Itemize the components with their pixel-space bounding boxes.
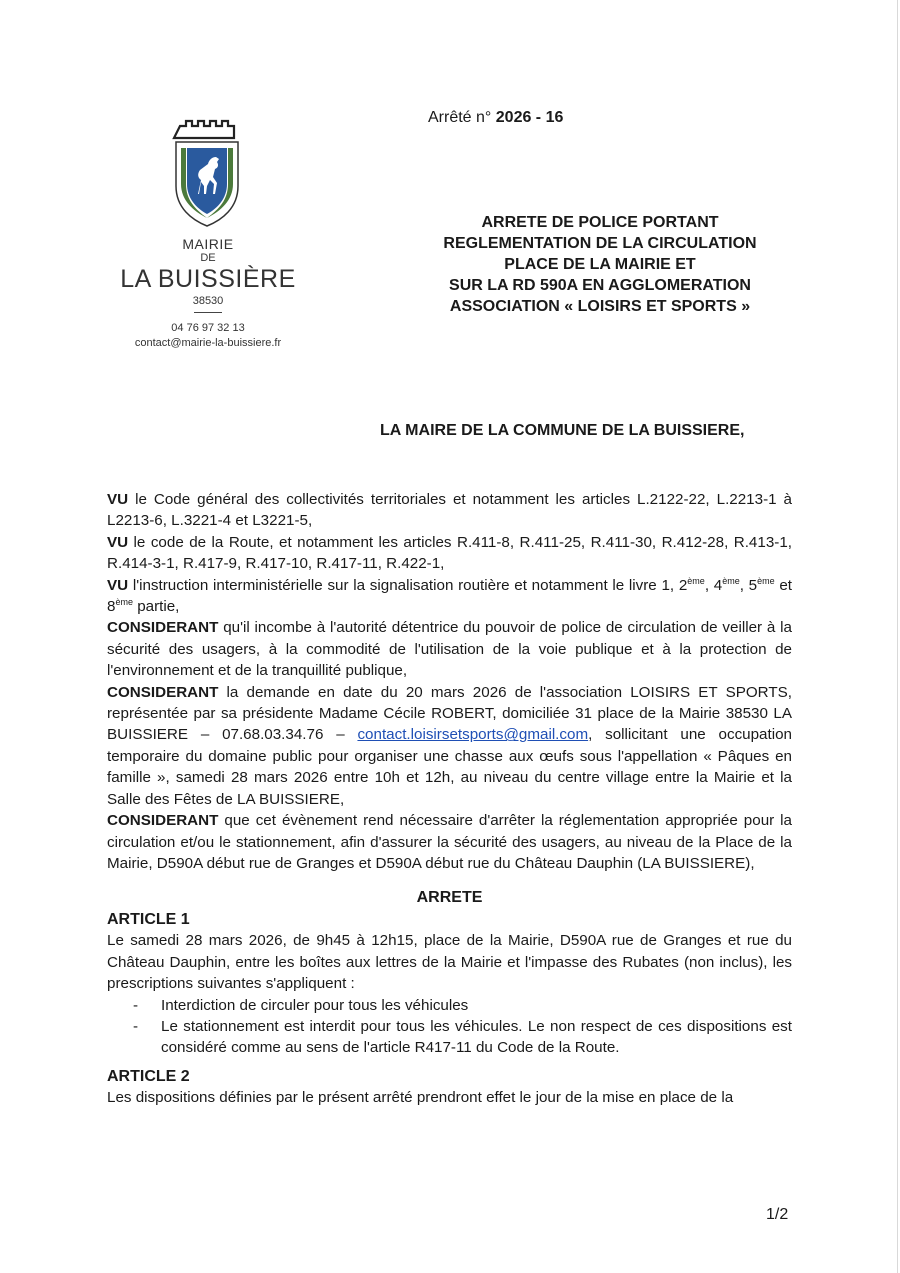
considerant-paragraph <box>107 810 792 874</box>
considerant-text: qu'il incombe à l'autorité détentrice du pouvoir de police de circulation de veiller à la sécurité des usagers, à la commodité de l'utilisation de la voie publique et à la protection de l'environnement et de la tranquillité publique, <box>107 619 792 680</box>
document-title <box>380 212 820 317</box>
superscript: ème <box>757 575 775 586</box>
vu-text: le Code général des collectivités territoriales et notamment les articles L.2122-22, L.2213-1 à L2213-6, L.3221-4 et L3221-5, <box>107 491 792 530</box>
list-item <box>107 995 792 1016</box>
arrete-number-value: 2026 - 16 <box>495 109 564 126</box>
arrete-prefix: Arrêté n° <box>428 109 492 126</box>
postal-code: 38530 <box>192 295 224 307</box>
vu-text: , 5 <box>739 576 758 594</box>
vu-text: le code de la Route, et notamment les articles R.411-8, R.411-25, R.411-30, R.412-28, R.413-1, R.414-3-1, R.417-9, R.417-10, R.417-11, R.422-1, <box>107 533 792 573</box>
vu-text: et 8 <box>107 576 793 616</box>
superscript: ème <box>687 575 705 586</box>
mairie-de: DE <box>200 252 216 264</box>
vu-keyword: VU <box>107 576 129 594</box>
considerant-keyword: CONSIDERANT <box>107 812 219 830</box>
page-edge <box>897 0 898 1273</box>
list-item-text: Le stationnement est interdit pour tous les véhicules. Le non respect de ces dispositions est considéré comme au sens de l'article R417-11 du Code de la Route. <box>161 1017 792 1057</box>
association-email-link[interactable]: contact.loisirsetsports@gmail.com <box>357 726 589 744</box>
title-line: ARRETE DE POLICE PORTANT <box>481 214 719 231</box>
considerant-keyword: CONSIDERANT <box>107 683 219 701</box>
town-name: LA BUISSIÈRE <box>120 265 296 293</box>
vu-keyword: VU <box>107 533 129 551</box>
bullet-marker: - <box>133 996 139 1014</box>
considerant-keyword: CONSIDERANT <box>107 619 219 637</box>
list-item <box>107 1016 792 1059</box>
considerant-paragraph <box>107 682 792 810</box>
vu-text: l'instruction interministérielle sur la signalisation routière et notamment le livre 1, 2 <box>128 576 688 594</box>
maire-declaration: LA MAIRE DE LA COMMUNE DE LA BUISSIERE, <box>380 422 745 439</box>
title-line: PLACE DE LA MAIRIE ET <box>504 256 696 273</box>
vu-paragraph <box>107 489 792 532</box>
mairie-label: MAIRIE <box>182 236 234 252</box>
article-1-list <box>107 995 792 1059</box>
title-line: SUR LA RD 590A EN AGGLOMERATION <box>449 277 751 294</box>
vu-paragraph <box>107 575 792 618</box>
considerant-text: que cet évènement rend nécessaire d'arrêter la réglementation appropriée pour la circulation et/ou le stationnement, afin d'assurer la sécurité des usagers, au niveau de la Place de la Mairie, D590A début rue de Granges et D590A début rue du Château Dauphin (LA BUISSIERE), <box>107 812 792 872</box>
considerant-text: la demande en date du 20 mars 2026 de l'association LOISIRS ET SPORTS, représentée par sa présidente Madame Cécile ROBERT, domiciliée 31 place de la Mairie 38530 LA BUISSIERE – 07.68.03.34.76 – <box>107 683 792 744</box>
coat-of-arms-horse-icon <box>172 118 242 230</box>
vu-text: partie, <box>132 598 180 616</box>
article-1-heading: ARTICLE 1 <box>107 911 190 929</box>
considerant-paragraph <box>107 617 792 681</box>
considerant-text: , sollicitant une occupation temporaire du domaine public pour organiser une chasse aux œufs sous l'appellation « Pâques en famille », samedi 28 mars 2026 entre 10h et 12h, au niveau du centre village entre la Mairie et la Salle des Fêtes de LA BUISSIERE, <box>107 726 792 808</box>
mairie-phone: 04 76 97 32 13 <box>171 322 245 334</box>
mairie-email: contact@mairie-la-buissiere.fr <box>134 337 282 349</box>
vu-keyword: VU <box>107 491 129 508</box>
mairie-letterhead <box>110 236 306 351</box>
page-number: 1/2 <box>766 1206 789 1223</box>
article-1-text: Le samedi 28 mars 2026, de 9h45 à 12h15, place de la Mairie, D590A rue de Granges et rue du Château Dauphin, entre les boîtes aux lettres de la Mairie et l'impasse des Rubates (non inclus), les prescriptions suivantes s'appliquent : <box>107 932 792 993</box>
vu-paragraph <box>107 532 792 575</box>
vu-text: , 4 <box>704 576 723 594</box>
list-item-text: Interdiction de circuler pour tous les véhicules <box>161 996 469 1014</box>
superscript: ème <box>115 596 133 607</box>
letterhead-divider <box>194 312 222 313</box>
document-body <box>107 489 792 1108</box>
superscript: ème <box>722 575 740 586</box>
article-2-text: Les dispositions définies par le présent arrêté prendront effet le jour de la mise en place de la <box>107 1088 734 1106</box>
title-line: REGLEMENTATION DE LA CIRCULATION <box>443 235 757 252</box>
arrete-heading: ARRETE <box>416 889 483 907</box>
article-2-heading: ARTICLE 2 <box>107 1067 190 1085</box>
bullet-marker: - <box>133 1017 139 1035</box>
title-line: ASSOCIATION « LOISIRS ET SPORTS » <box>449 298 751 315</box>
arrete-number <box>428 109 563 127</box>
